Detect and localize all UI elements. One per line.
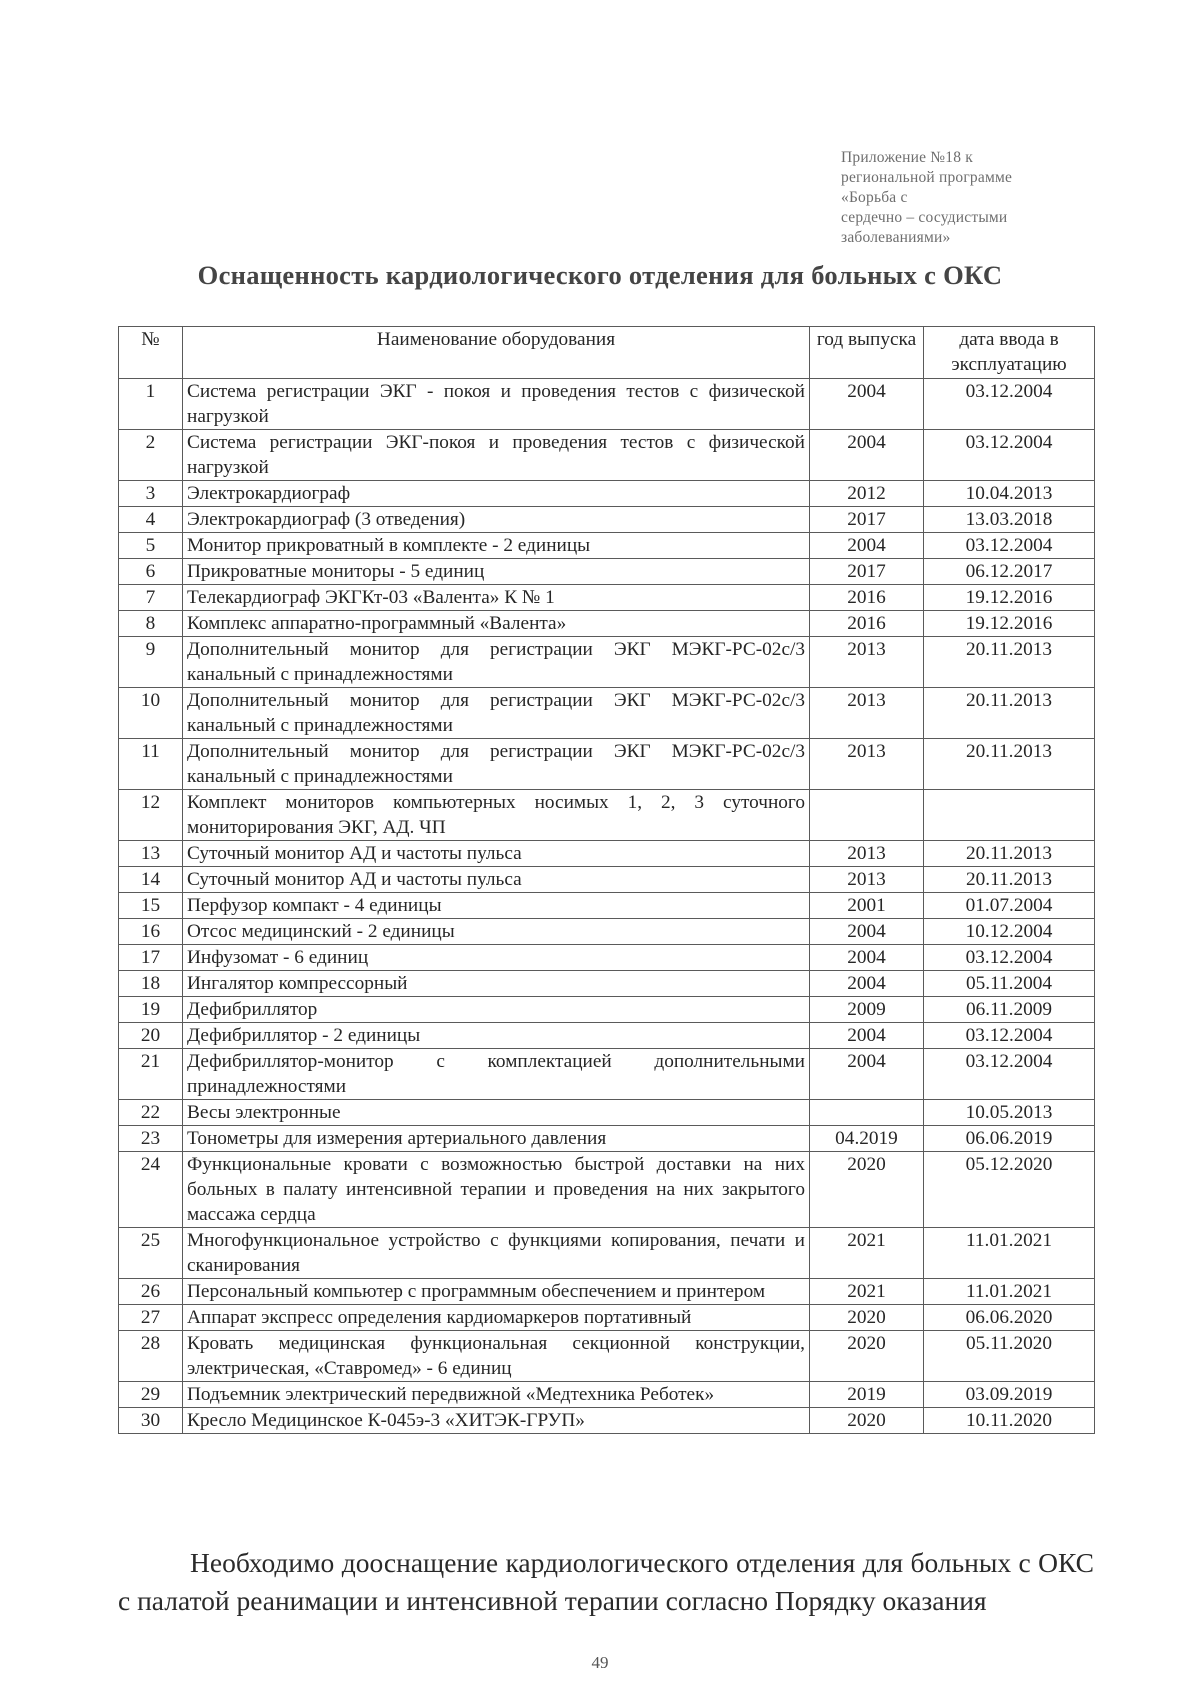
appendix-line: региональной программе xyxy=(841,169,1013,186)
release-year: 2012 xyxy=(810,481,924,507)
release-year: 2004 xyxy=(810,379,924,430)
row-number: 7 xyxy=(119,585,183,611)
equipment-table xyxy=(118,326,1095,1434)
release-year: 2004 xyxy=(810,919,924,945)
equipment-name: Дополнительный монитор для регистрации ЭКГ МЭКГ-РС-02с/3 канальный с принадлежностями xyxy=(183,688,810,739)
row-number: 3 xyxy=(119,481,183,507)
table-header-row xyxy=(119,327,1095,379)
table-row xyxy=(119,1279,1095,1305)
equipment-name: Монитор прикроватный в комплекте - 2 единицы xyxy=(183,533,810,559)
release-year: 2016 xyxy=(810,585,924,611)
appendix-line: «Борьба с xyxy=(841,189,908,206)
release-year: 04.2019 xyxy=(810,1126,924,1152)
row-number: 10 xyxy=(119,688,183,739)
row-number: 13 xyxy=(119,841,183,867)
release-year: 2004 xyxy=(810,945,924,971)
table-row xyxy=(119,790,1095,841)
commission-date: 20.11.2013 xyxy=(924,841,1095,867)
table-row xyxy=(119,611,1095,637)
table-row xyxy=(119,637,1095,688)
commission-date: 03.12.2004 xyxy=(924,533,1095,559)
table-row xyxy=(119,945,1095,971)
equipment-name: Подъемник электрический передвижной «Медтехника Реботек» xyxy=(183,1382,810,1408)
table-row xyxy=(119,1228,1095,1279)
equipment-name: Комплекс аппаратно-программный «Валента» xyxy=(183,611,810,637)
table-row xyxy=(119,867,1095,893)
commission-date: 20.11.2013 xyxy=(924,739,1095,790)
commission-date: 11.01.2021 xyxy=(924,1279,1095,1305)
equipment-name: Кровать медицинская функциональная секционной конструкции, электрическая, «Ставромед» - 6 единиц xyxy=(183,1331,810,1382)
commission-date: 03.12.2004 xyxy=(924,1023,1095,1049)
table-row xyxy=(119,1023,1095,1049)
commission-date: 10.11.2020 xyxy=(924,1408,1095,1434)
commission-date xyxy=(924,790,1095,841)
table-row xyxy=(119,1049,1095,1100)
table-row xyxy=(119,533,1095,559)
commission-date: 05.11.2020 xyxy=(924,1331,1095,1382)
release-year: 2016 xyxy=(810,611,924,637)
equipment-name: Функциональные кровати с возможностью быстрой доставки на них больных в палату интенсивной терапии и проведения на них закрытого массажа сердца xyxy=(183,1152,810,1228)
release-year: 2004 xyxy=(810,533,924,559)
equipment-name: Система регистрации ЭКГ-покоя и проведения тестов с физической нагрузкой xyxy=(183,430,810,481)
equipment-name: Дефибриллятор - 2 единицы xyxy=(183,1023,810,1049)
table-row xyxy=(119,1408,1095,1434)
commission-date: 10.05.2013 xyxy=(924,1100,1095,1126)
row-number: 19 xyxy=(119,997,183,1023)
table-row xyxy=(119,430,1095,481)
table-row xyxy=(119,893,1095,919)
commission-date: 03.12.2004 xyxy=(924,945,1095,971)
commission-date: 01.07.2004 xyxy=(924,893,1095,919)
release-year: 2013 xyxy=(810,841,924,867)
table-row xyxy=(119,919,1095,945)
row-number: 21 xyxy=(119,1049,183,1100)
header-commission-date: дата ввода в эксплуатацию xyxy=(924,327,1095,379)
row-number: 30 xyxy=(119,1408,183,1434)
table-row xyxy=(119,379,1095,430)
release-year: 2004 xyxy=(810,430,924,481)
appendix-line: сердечно – сосудистыми xyxy=(841,209,1008,226)
equipment-name: Комплект мониторов компьютерных носимых 1, 2, 3 суточного мониторирования ЭКГ, АД. ЧП xyxy=(183,790,810,841)
body-paragraph: Необходимо дооснащение кардиологического отделения для больных с ОКС с палатой реанимации и интенсивной терапии согласно Порядку оказания xyxy=(118,1547,1094,1616)
table-row xyxy=(119,971,1095,997)
equipment-name: Персональный компьютер с программным обеспечением и принтером xyxy=(183,1279,810,1305)
row-number: 5 xyxy=(119,533,183,559)
equipment-name: Электрокардиограф (3 отведения) xyxy=(183,507,810,533)
table-row xyxy=(119,507,1095,533)
release-year: 2020 xyxy=(810,1305,924,1331)
commission-date: 19.12.2016 xyxy=(924,611,1095,637)
page-title: Оснащенность кардиологического отделения для больных с ОКС xyxy=(197,260,1003,290)
release-year: 2020 xyxy=(810,1152,924,1228)
row-number: 27 xyxy=(119,1305,183,1331)
equipment-name: Кресло Медицинское К-045э-3 «ХИТЭК-ГРУП» xyxy=(183,1408,810,1434)
table-row xyxy=(119,1331,1095,1382)
commission-date: 20.11.2013 xyxy=(924,688,1095,739)
row-number: 14 xyxy=(119,867,183,893)
commission-date: 05.12.2020 xyxy=(924,1152,1095,1228)
equipment-name: Электрокардиограф xyxy=(183,481,810,507)
release-year: 2001 xyxy=(810,893,924,919)
release-year xyxy=(810,1100,924,1126)
row-number: 1 xyxy=(119,379,183,430)
header-year: год выпуска xyxy=(810,327,924,379)
release-year: 2013 xyxy=(810,739,924,790)
equipment-name: Ингалятор компрессорный xyxy=(183,971,810,997)
commission-date: 05.11.2004 xyxy=(924,971,1095,997)
equipment-name: Инфузомат - 6 единиц xyxy=(183,945,810,971)
row-number: 26 xyxy=(119,1279,183,1305)
row-number: 18 xyxy=(119,971,183,997)
row-number: 28 xyxy=(119,1331,183,1382)
row-number: 23 xyxy=(119,1126,183,1152)
release-year: 2017 xyxy=(810,507,924,533)
equipment-name: Телекардиограф ЭКГКт-03 «Валента» К № 1 xyxy=(183,585,810,611)
table-row xyxy=(119,1100,1095,1126)
table-row xyxy=(119,841,1095,867)
release-year: 2009 xyxy=(810,997,924,1023)
table-row xyxy=(119,1152,1095,1228)
table-row xyxy=(119,688,1095,739)
commission-date: 06.12.2017 xyxy=(924,559,1095,585)
appendix-line: заболеваниями» xyxy=(841,229,951,246)
equipment-name: Дефибриллятор-монитор с комплектацией дополнительными принадлежностями xyxy=(183,1049,810,1100)
release-year: 2021 xyxy=(810,1279,924,1305)
release-year: 2013 xyxy=(810,867,924,893)
row-number: 22 xyxy=(119,1100,183,1126)
release-year: 2004 xyxy=(810,1049,924,1100)
table-row xyxy=(119,1126,1095,1152)
table-row xyxy=(119,1382,1095,1408)
row-number: 24 xyxy=(119,1152,183,1228)
release-year: 2004 xyxy=(810,1023,924,1049)
row-number: 2 xyxy=(119,430,183,481)
row-number: 4 xyxy=(119,507,183,533)
equipment-name: Дополнительный монитор для регистрации ЭКГ МЭКГ-РС-02с/3 канальный с принадлежностями xyxy=(183,739,810,790)
commission-date: 03.12.2004 xyxy=(924,430,1095,481)
row-number: 20 xyxy=(119,1023,183,1049)
commission-date: 06.06.2019 xyxy=(924,1126,1095,1152)
equipment-name: Отсос медицинский - 2 единицы xyxy=(183,919,810,945)
equipment-name: Система регистрации ЭКГ - покоя и проведения тестов с физической нагрузкой xyxy=(183,379,810,430)
row-number: 11 xyxy=(119,739,183,790)
commission-date: 03.09.2019 xyxy=(924,1382,1095,1408)
row-number: 15 xyxy=(119,893,183,919)
row-number: 12 xyxy=(119,790,183,841)
release-year: 2020 xyxy=(810,1408,924,1434)
page-number: 49 xyxy=(591,1653,609,1672)
release-year: 2019 xyxy=(810,1382,924,1408)
row-number: 8 xyxy=(119,611,183,637)
equipment-name: Прикроватные мониторы - 5 единиц xyxy=(183,559,810,585)
release-year xyxy=(810,790,924,841)
appendix-line: Приложение №18 к xyxy=(841,149,973,166)
table-body xyxy=(119,379,1095,1434)
commission-date: 10.12.2004 xyxy=(924,919,1095,945)
commission-date: 10.04.2013 xyxy=(924,481,1095,507)
row-number: 25 xyxy=(119,1228,183,1279)
release-year: 2013 xyxy=(810,637,924,688)
commission-date: 19.12.2016 xyxy=(924,585,1095,611)
commission-date: 06.06.2020 xyxy=(924,1305,1095,1331)
equipment-name: Дополнительный монитор для регистрации ЭКГ МЭКГ-РС-02с/3 канальный с принадлежностями xyxy=(183,637,810,688)
row-number: 17 xyxy=(119,945,183,971)
table-row xyxy=(119,1305,1095,1331)
row-number: 29 xyxy=(119,1382,183,1408)
row-number: 9 xyxy=(119,637,183,688)
commission-date: 11.01.2021 xyxy=(924,1228,1095,1279)
release-year: 2021 xyxy=(810,1228,924,1279)
commission-date: 20.11.2013 xyxy=(924,867,1095,893)
equipment-name: Перфузор компакт - 4 единицы xyxy=(183,893,810,919)
table-row xyxy=(119,559,1095,585)
equipment-name: Суточный монитор АД и частоты пульса xyxy=(183,841,810,867)
equipment-name: Многофункциональное устройство с функциями копирования, печати и сканирования xyxy=(183,1228,810,1279)
table-row xyxy=(119,481,1095,507)
equipment-name: Суточный монитор АД и частоты пульса xyxy=(183,867,810,893)
equipment-name: Аппарат экспресс определения кардиомаркеров портативный xyxy=(183,1305,810,1331)
header-equipment-name: Наименование оборудования xyxy=(183,327,810,379)
row-number: 16 xyxy=(119,919,183,945)
header-number: № xyxy=(119,327,183,379)
release-year: 2013 xyxy=(810,688,924,739)
equipment-name: Тонометры для измерения артериального давления xyxy=(183,1126,810,1152)
release-year: 2004 xyxy=(810,971,924,997)
table-row xyxy=(119,997,1095,1023)
equipment-name: Дефибриллятор xyxy=(183,997,810,1023)
equipment-name: Весы электронные xyxy=(183,1100,810,1126)
release-year: 2017 xyxy=(810,559,924,585)
appendix-note xyxy=(841,148,1081,248)
commission-date: 06.11.2009 xyxy=(924,997,1095,1023)
commission-date: 03.12.2004 xyxy=(924,379,1095,430)
commission-date: 13.03.2018 xyxy=(924,507,1095,533)
row-number: 6 xyxy=(119,559,183,585)
release-year: 2020 xyxy=(810,1331,924,1382)
table-row xyxy=(119,739,1095,790)
commission-date: 20.11.2013 xyxy=(924,637,1095,688)
table-row xyxy=(119,585,1095,611)
commission-date: 03.12.2004 xyxy=(924,1049,1095,1100)
